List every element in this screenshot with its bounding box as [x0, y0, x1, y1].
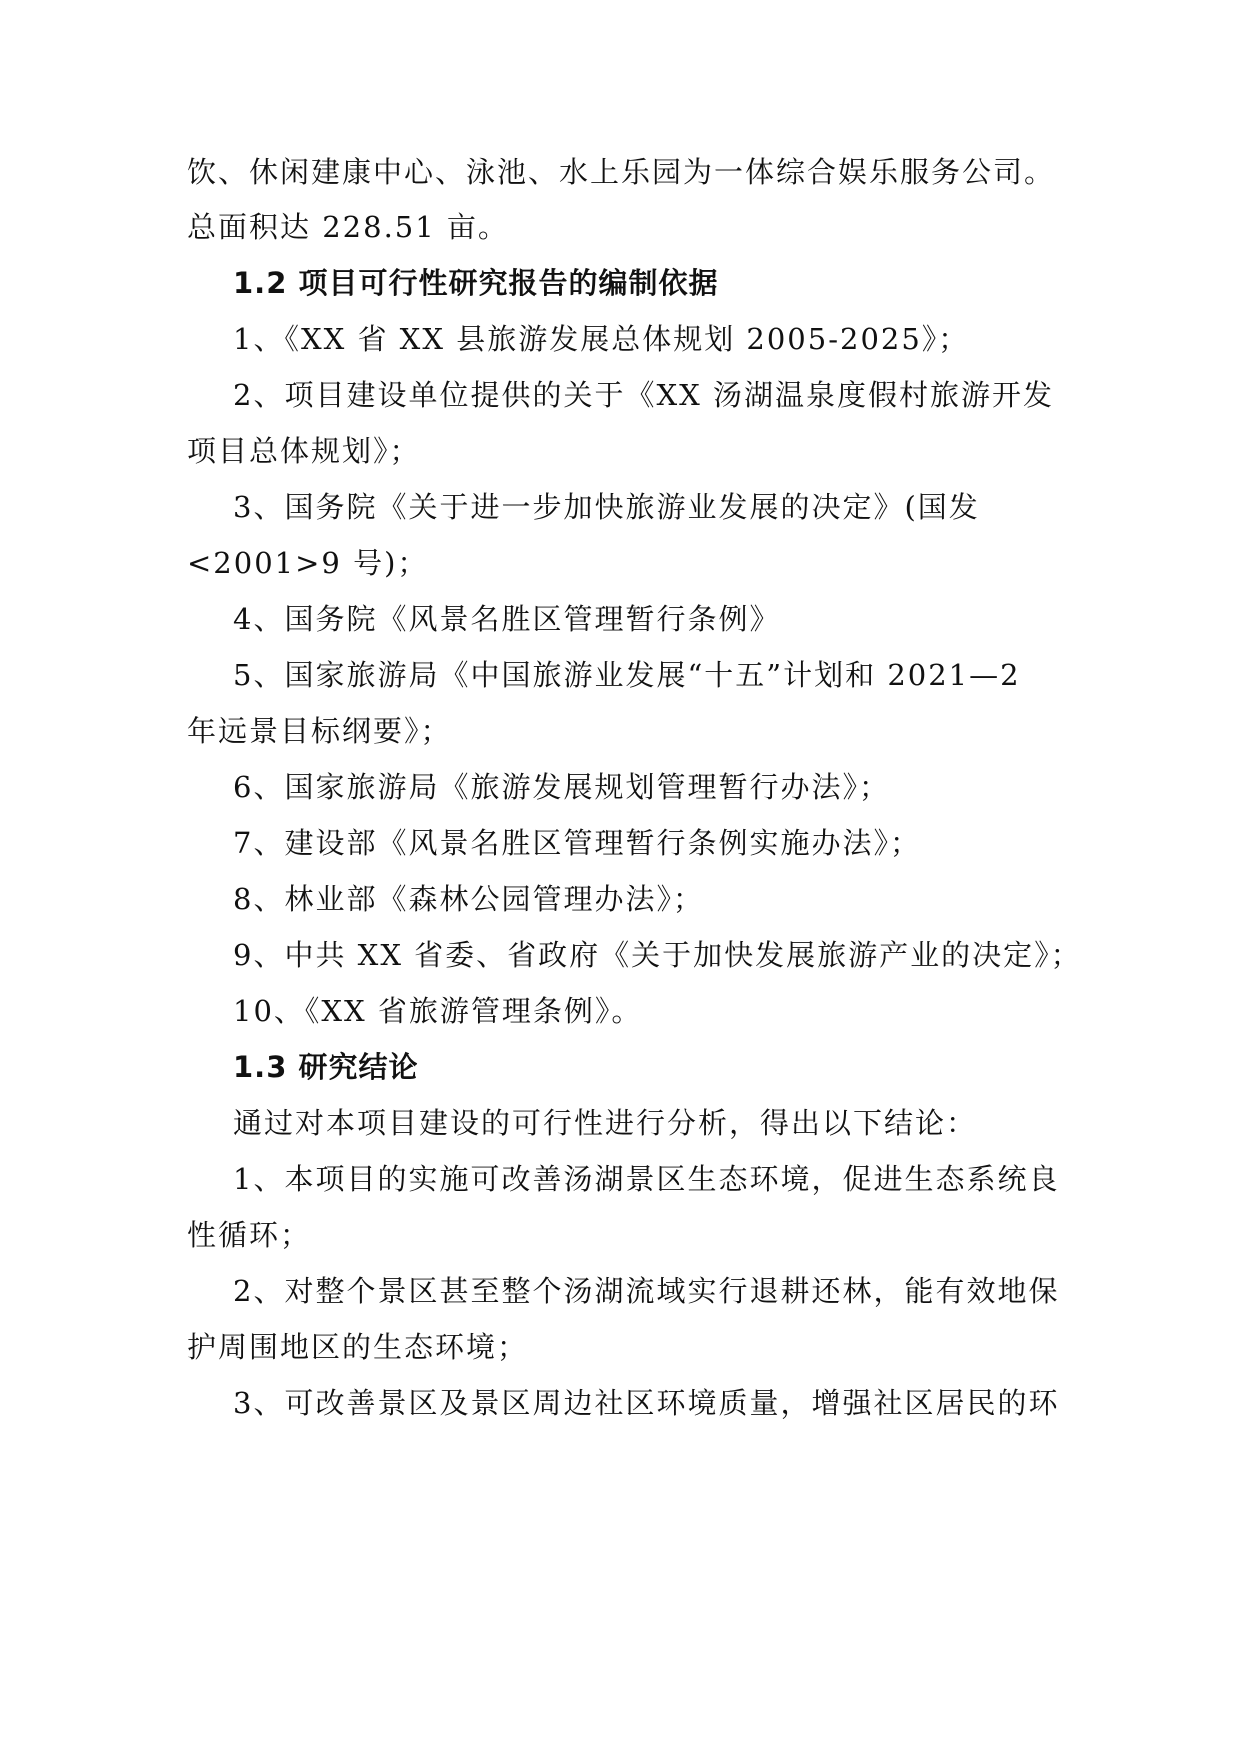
list-item-1: 1、《XX 省 XX 县旅游发展总体规划 2005-2025》； — [233, 322, 970, 356]
list-item-10: 10、《XX 省旅游管理条例》。 — [233, 994, 643, 1028]
conclusion-item-2: 2、对整个景区甚至整个汤湖流域实行退耕还林，能有效地保 — [233, 1274, 1060, 1308]
list-item-5: 5、国家旅游局《中国旅游业发展“十五”计划和 2021—2 — [233, 658, 1021, 692]
paragraph-line-continued: 饮、休闲建康中心、泳池、水上乐园为一体综合娱乐服务公司。 — [187, 155, 1056, 189]
list-item-3-continued: <2001>9 号)； — [187, 546, 429, 580]
list-item-5-continued: 年远景目标纲要》； — [187, 714, 452, 748]
conclusion-item-1: 1、本项目的实施可改善汤湖景区生态环境，促进生态系统良 — [233, 1162, 1060, 1196]
list-item-7: 7、建设部《风景名胜区管理暂行条例实施办法》； — [233, 826, 921, 860]
list-item-4: 4、国务院《风景名胜区管理暂行条例》 — [233, 602, 781, 636]
paragraph-intro: 通过对本项目建设的可行性进行分析，得出以下结论： — [233, 1106, 978, 1140]
list-item-6: 6、国家旅游局《旅游发展规划管理暂行办法》； — [233, 770, 890, 804]
list-item-2-continued: 项目总体规划》； — [187, 434, 421, 468]
conclusion-item-3: 3、可改善景区及景区周边社区环境质量，增强社区居民的环 — [233, 1386, 1060, 1420]
list-item-3: 3、国务院《关于进一步加快旅游业发展的决定》(国发 — [233, 490, 980, 524]
list-item-2: 2、项目建设单位提供的关于《XX 汤湖温泉度假村旅游开发 — [233, 378, 1054, 412]
section-heading-1-2: 1.2 项目可行性研究报告的编制依据 — [233, 266, 719, 300]
list-item-8: 8、林业部《森林公园管理办法》； — [233, 882, 704, 916]
list-item-9: 9、中共 XX 省委、省政府《关于加快发展旅游产业的决定》； — [233, 938, 1082, 972]
conclusion-item-1-continued: 性循环； — [187, 1218, 312, 1252]
paragraph-line-continued: 总面积达 228.51 亩。 — [187, 210, 509, 244]
section-heading-1-3: 1.3 研究结论 — [233, 1050, 419, 1084]
conclusion-item-2-continued: 护周围地区的生态环境； — [187, 1330, 529, 1364]
